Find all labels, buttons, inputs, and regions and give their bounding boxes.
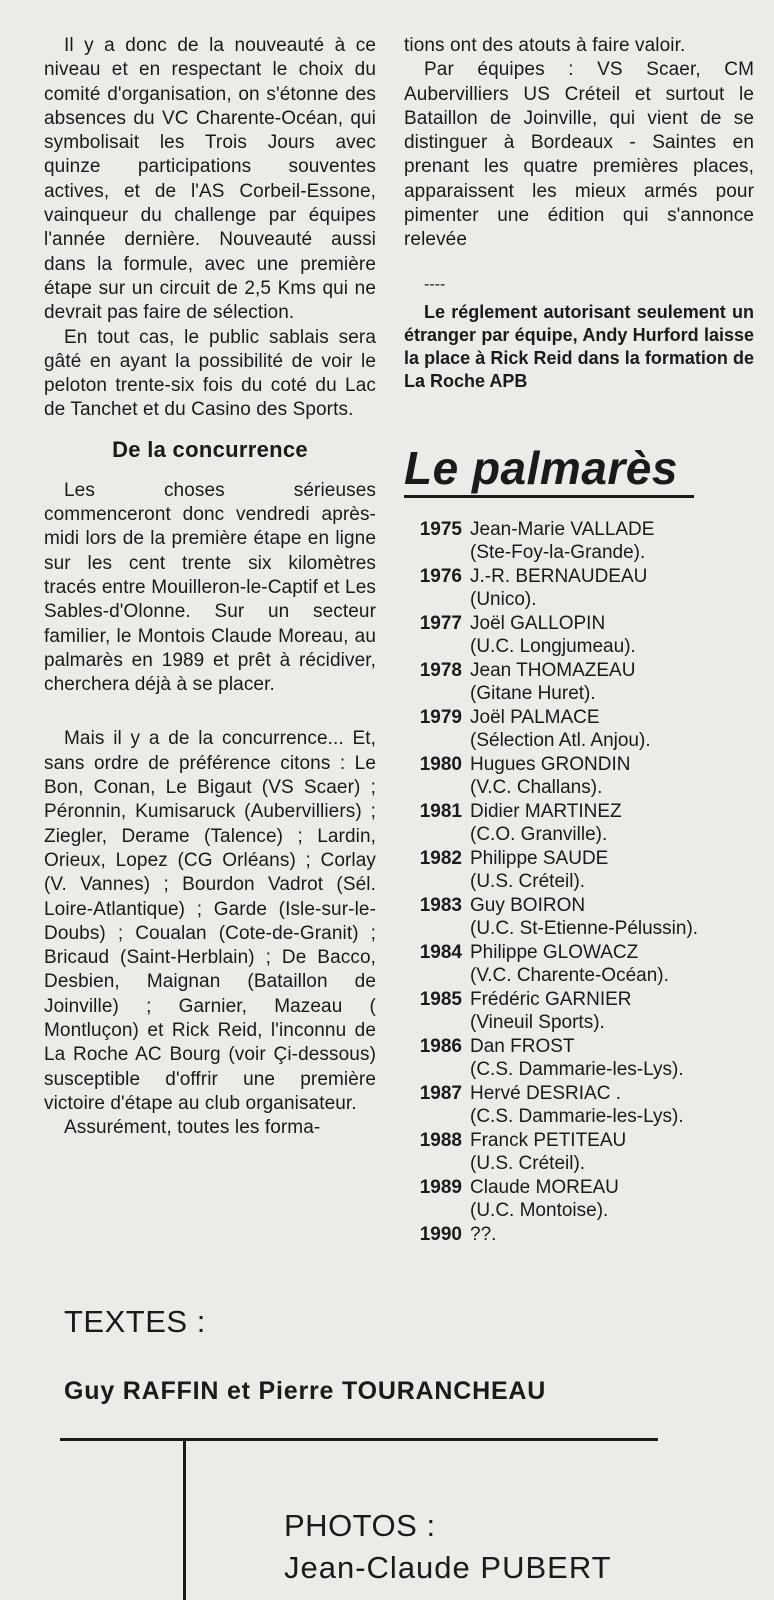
palmares-club-line [404,682,754,706]
palmares-winner: Didier MARTINEZ [470,800,622,822]
palmares-entry [404,894,754,918]
palmares-winner: Claude MOREAU [470,1176,619,1198]
palmares-winner: Joël PALMACE [470,706,600,728]
right-column [404,34,754,1246]
palmares-winner: J.-R. BERNAUDEAU [470,565,648,587]
palmares-club-line [404,776,754,800]
palmares-winner: Philippe GLOWACZ [470,941,639,963]
palmares-club: (Ste-Foy-la-Grande). [470,542,646,564]
palmares-club: (C.S. Dammarie-les-Lys). [470,1059,684,1081]
palmares-club-line [404,729,754,753]
palmares-club-line [404,1011,754,1035]
palmares-club: (V.C. Challans). [470,777,603,799]
palmares-winner: Dan FROST [470,1035,575,1057]
palmares-entry [404,988,754,1012]
palmares-entry [404,1223,754,1247]
palmares-year: 1981 [419,800,462,822]
palmares-year: 1976 [419,565,462,587]
palmares-entry [404,1176,754,1200]
palmares-club-line [404,1105,754,1129]
photos-author: Jean-Claude PUBERT [284,1550,612,1585]
article-paragraph: tions ont des atouts à faire valoir. [404,35,686,56]
texts-label: TEXTES : [64,1304,206,1339]
article-paragraph: Par équipes : VS Scaer, CM Aubervilliers US Créteil et surtout le Bataillon de Joinville, qui vient de se distinguer à Bordeaux - Saintes en prenant les quatre premières places, apparaissent les mieux armés pour pimenter une édition qui s'annonce relevée [404,59,754,251]
left-column [44,34,376,1140]
palmares-year: 1983 [419,894,462,916]
palmares-year: 1988 [419,1129,462,1151]
palmares-year: 1979 [419,706,462,728]
palmares-club-line [404,1058,754,1082]
palmares-club-line [404,588,754,612]
palmares-year: 1985 [419,988,462,1010]
palmares-list [404,518,754,1247]
divider-horizontal [60,1438,658,1441]
palmares-club: (U.C. St-Etienne-Pélussin). [470,918,699,940]
palmares-club: (V.C. Charente-Océan). [470,965,669,987]
palmares-entry [404,612,754,636]
texts-authors: Guy RAFFIN et Pierre TOURANCHEAU [64,1377,547,1405]
palmares-club-line [404,635,754,659]
palmares-year: 1982 [419,847,462,869]
palmares-winner: Jean-Marie VALLADE [470,518,655,540]
palmares-club: (Sélection Atl. Anjou). [470,730,651,752]
photos-label: PHOTOS : [284,1508,436,1543]
separator: ---- [424,275,446,293]
palmares-entry [404,941,754,965]
palmares-club: (U.S. Créteil). [470,1153,586,1175]
palmares-club-line [404,1152,754,1176]
divider-vertical [183,1438,186,1600]
palmares-winner: Guy BOIRON [470,894,586,916]
palmares-winner: Joël GALLOPIN [470,612,606,634]
palmares-club-line [404,917,754,941]
palmares-club: (Vineuil Sports). [470,1012,605,1034]
palmares-entry [404,1082,754,1106]
palmares-club: (U.C. Longjumeau). [470,636,636,658]
palmares-entry [404,1035,754,1059]
section-subheading: De la concurrence [112,436,308,462]
palmares-year: 1977 [419,612,462,634]
palmares-winner: Frédéric GARNIER [470,988,632,1010]
palmares-club: (C.S. Dammarie-les-Lys). [470,1106,684,1128]
palmares-entry [404,706,754,730]
palmares-club: (C.O. Granville). [470,824,608,846]
article-paragraph: Il y a donc de la nouveauté à ce niveau et en respectant le choix du comité d'organisation, on s'étonne des absences du VC Charente-Océan, qui symbolisait les Trois Jours avec quinze participations souventes actives, et de l'AS Corbeil-Essone, vainqueur du challenge par équipes l'année dernière. Nouveauté aussi dans la formule, avec une première étape sur un circuit de 2,5 Kms qui ne devrait pas faire de sélection. [44,35,376,324]
palmares-entry [404,753,754,777]
palmares-winner: Hervé DESRIAC . [470,1082,621,1104]
palmares-entry [404,800,754,824]
palmares-club: (U.S. Créteil). [470,871,586,893]
palmares-entry [404,518,754,542]
palmares-year: 1978 [419,659,462,681]
article-paragraph: Les choses sérieuses commenceront donc vendredi après-midi lors de la première étape en ligne sur les cent trente six kilomètres tracés entre Mouilleron-le-Captif et Les Sables-d'Olonne. Sur un secteur familier, le Montois Claude Moreau, au palmarès en 1989 et prêt à récidiver, cherchera déjà à se placer. [44,479,376,696]
palmares-year: 1990 [419,1223,462,1245]
palmares-entry [404,659,754,683]
palmares-entry [404,1129,754,1153]
palmares-club-line [404,870,754,894]
palmares-club-line [404,823,754,847]
palmares-winner: ??. [470,1223,497,1245]
palmares-club-line [404,964,754,988]
palmares-club: (Unico). [470,589,537,611]
palmares-winner: Philippe SAUDE [470,847,609,869]
palmares-winner: Jean THOMAZEAU [470,659,636,681]
article-paragraph: Mais il y a de la concurrence... Et, sans ordre de préférence citons : Le Bon, Conan, Le Bigaut (VS Scaer) ; Péronnin, Kumisaruck (Aubervilliers) ; Ziegler, Derame (Talence) ; Lardin, Orieux, Lopez (CG Orléans) ; Corlay (V. Vannes) ; Bourdon Vadrot (Sél. Loire-Atlantique) ; Garde (Isle-sur-le-Doubs) ; Coualan (Cote-de-Granit) ; Bricaud (Saint-Herblain) ; De Bacco, Desbien, Maignan (Bataillon de Joinville) ; Garnier, Mazeau ( Montluçon) et Rick Reid, l'inconnu de La Roche AC Bourg (voir Çi-dessous) susceptible d'offrir une première victoire d'étape au club organisateur. [44,728,376,1114]
palmares-club-line [404,1199,754,1223]
palmares-year: 1986 [419,1035,462,1057]
palmares-year: 1975 [419,518,462,540]
palmares-entry [404,565,754,589]
palmares-year: 1984 [419,941,462,963]
palmares-club: (Gitane Huret). [470,683,596,705]
palmares-winner: Hugues GRONDIN [470,753,631,775]
palmares-year: 1989 [419,1176,462,1198]
palmares-club: (U.C. Montoise). [470,1200,609,1222]
palmares-winner: Franck PETITEAU [470,1129,627,1151]
palmares-year: 1980 [419,753,462,775]
palmares-title: Le palmarès [404,443,694,498]
palmares-club-line [404,541,754,565]
palmares-year: 1987 [419,1082,462,1104]
palmares-entry [404,847,754,871]
article-paragraph: Assurément, toutes les forma- [64,1117,321,1139]
photo-caption: Le réglement autorisant seulement un étranger par équipe, Andy Hurford laisse la place à Rick Reid dans la formation de La Roche APB [404,301,754,391]
article-paragraph: En tout cas, le public sablais sera gâté en ayant la possibilité de voir le peloton trente-six fois du coté du Lac de Tanchet et du Casino des Sports. [44,326,376,421]
